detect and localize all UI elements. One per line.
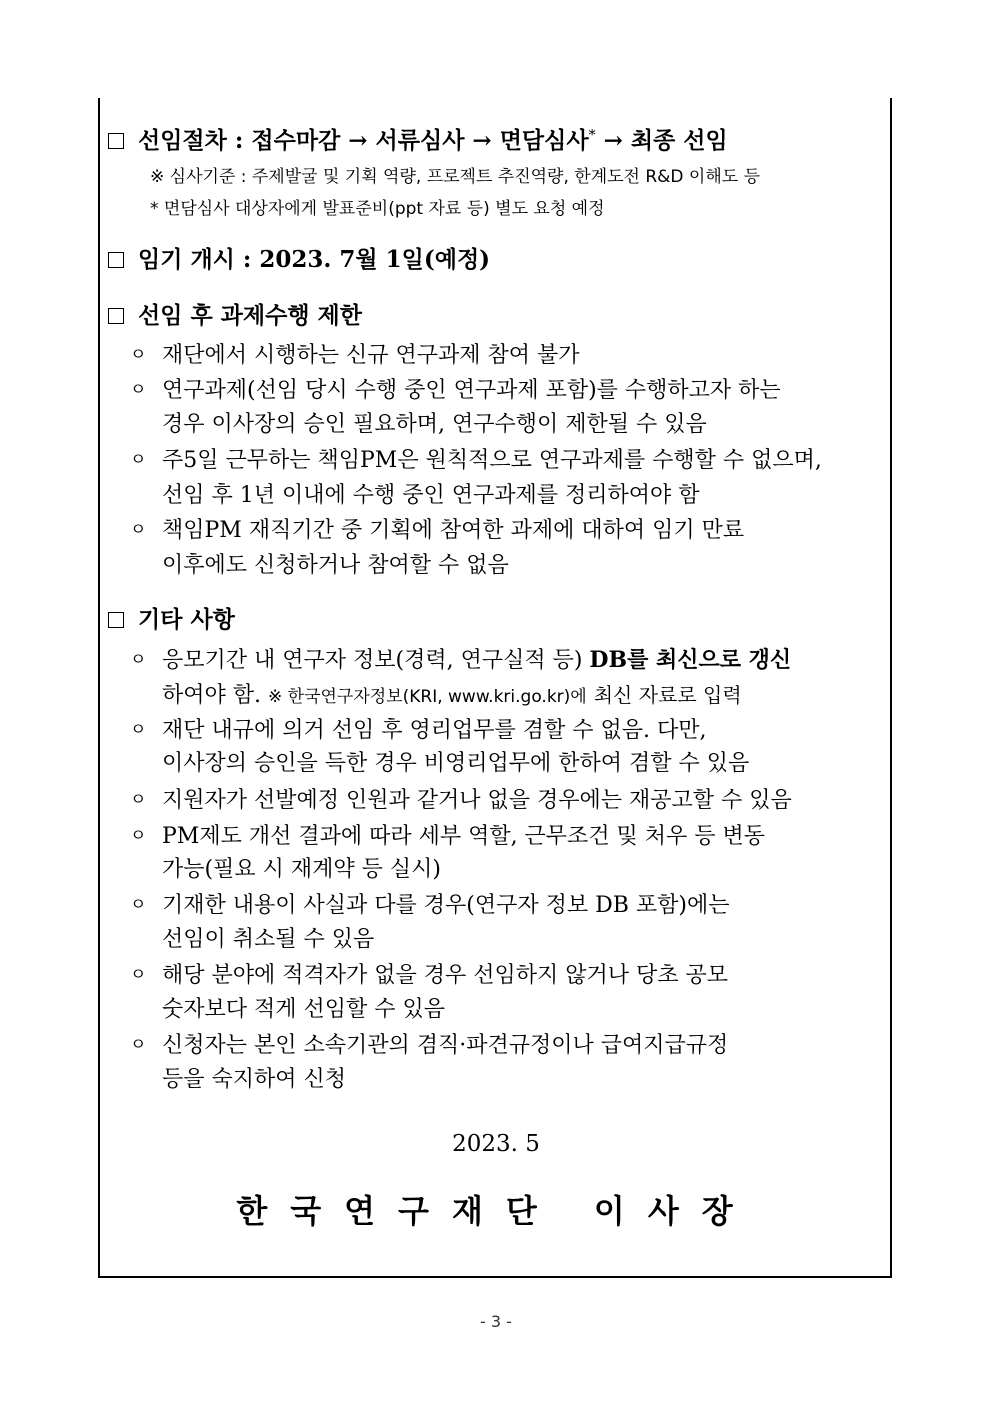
list-item: ㅇ 해당 분야에 적격자가 없을 경우 선임하지 않거나 당초 공모 xyxy=(130,963,728,988)
list-item-continuation: 등을 숙지하여 신청 xyxy=(162,1067,347,1092)
list-item: ㅇ 책임PM 재직기간 중 기획에 참여한 과제에 대하여 임기 만료 xyxy=(130,518,745,543)
list-item-continuation: 선임 후 1년 이내에 수행 중인 연구과제를 정리하여야 함 xyxy=(162,483,700,508)
list-item-continuation: 경우 이사장의 승인 필요하며, 연구수행이 제한될 수 있음 xyxy=(162,412,707,437)
checkbox-square-icon xyxy=(108,133,124,149)
page-number: - 3 - xyxy=(480,1312,512,1331)
issue-date: 2023. 5 xyxy=(452,1131,540,1157)
list-item: ㅇ 재단 내규에 의거 선임 후 영리업무를 겸할 수 없음. 다만, xyxy=(130,718,707,743)
section-heading-other: 기타 사항 xyxy=(108,601,235,634)
list-item-continuation: 이사장의 승인을 득한 경우 비영리업무에 한하여 겸할 수 있음 xyxy=(162,751,750,776)
checkbox-square-icon xyxy=(108,252,124,268)
list-item: ㅇ 기재한 내용이 사실과 다를 경우(연구자 정보 DB 포함)에는 xyxy=(130,893,730,918)
list-item-continuation: 이후에도 신청하거나 참여할 수 없음 xyxy=(162,553,509,578)
signatory-organization: 한국연구재단 이사장 xyxy=(236,1192,756,1230)
section-heading-term-start: 임기 개시 : 2023. 7월 1일(예정) xyxy=(108,241,490,274)
checkbox-square-icon xyxy=(108,612,124,628)
list-item-continuation: 숫자보다 적게 선임할 수 있음 xyxy=(162,997,445,1022)
list-item-continuation: 하여야 함. ※ 한국연구자정보(KRI, www.kri.go.kr)에 최신 자료로 입력 xyxy=(162,683,742,708)
list-item: ㅇ 지원자가 선발예정 인원과 같거나 없을 경우에는 재공고할 수 있음 xyxy=(130,788,792,813)
list-item: ㅇ PM제도 개선 결과에 따라 세부 역할, 근무조건 및 처우 등 변동 xyxy=(130,824,766,849)
list-item-continuation: 가능(필요 시 재계약 등 실시) xyxy=(162,857,441,882)
evaluation-criteria-note: ※ 심사기준 : 주제발굴 및 기획 역량, 프로젝트 추진역량, 한계도전 R&D 이해도 등 xyxy=(150,167,761,187)
list-item-continuation: 선임이 취소될 수 있음 xyxy=(162,927,375,952)
section-heading-selection-procedure: 선임절차 : 접수마감 → 서류심사 → 면담심사* → 최종 선임 xyxy=(108,122,728,155)
presentation-note: * 면담심사 대상자에게 발표준비(ppt 자료 등) 별도 요청 예정 xyxy=(150,199,605,219)
list-item: ㅇ 재단에서 시행하는 신규 연구과제 참여 불가 xyxy=(130,343,580,368)
list-item: ㅇ 연구과제(선임 당시 수행 중인 연구과제 포함)를 수행하고자 하는 xyxy=(130,378,781,403)
checkbox-square-icon xyxy=(108,308,124,324)
section-heading-research-restriction: 선임 후 과제수행 제한 xyxy=(108,297,362,330)
list-item: ㅇ 신청자는 본인 소속기관의 겸직·파견규정이나 급여지급규정 xyxy=(130,1033,729,1058)
list-item: ㅇ 응모기간 내 연구자 정보(경력, 연구실적 등) DB를 최신으로 갱신 xyxy=(130,647,792,673)
list-item: ㅇ 주5일 근무하는 책임PM은 원칙적으로 연구과제를 수행할 수 없으며, xyxy=(130,448,822,473)
